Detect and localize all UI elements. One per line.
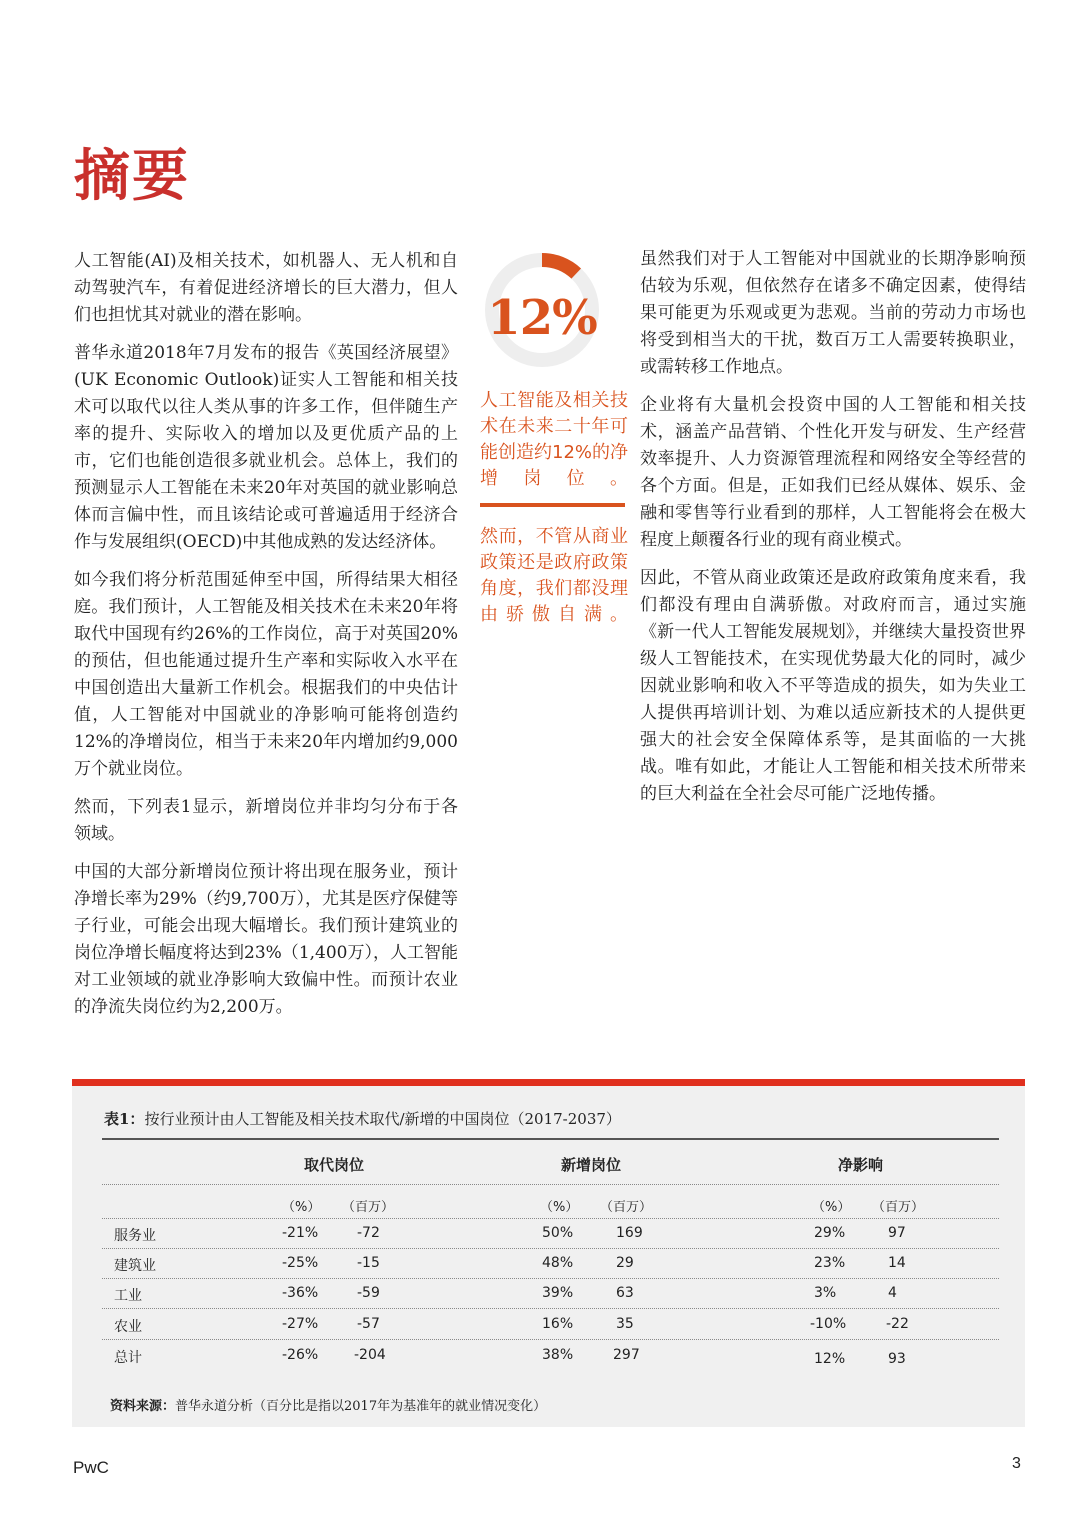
row-label: 农业	[114, 1319, 142, 1335]
unit-header: （%）	[812, 1200, 851, 1215]
source-text: 普华永道分析（百分比是指以2017年为基准年的就业情况变化）	[175, 1399, 547, 1414]
row-label: 建筑业	[114, 1258, 156, 1274]
paragraph: 中国的大部分新增岗位预计将出现在服务业，预计净增长率为29%（约9,700万），尤其是医疗保健等子行业，可能会出现大幅增长。我们预计建筑业的岗位净增长幅度将达到23%（1,400万），人工智能对工业领域的就业净影响大致偏中性。而预计农业的净流失岗位约为2,200万。	[74, 862, 458, 1017]
paragraph: 然而，下列表1显示，新增岗位并非均匀分布于各领域。	[74, 797, 458, 844]
table-cell: 3%	[814, 1285, 837, 1301]
table-cell: 39%	[542, 1285, 574, 1301]
table-top-rule	[102, 1138, 999, 1140]
table-cell: -10%	[810, 1316, 847, 1332]
table-rule	[102, 1339, 999, 1340]
footer-brand: PwC	[73, 1458, 109, 1477]
page-number: 3	[1012, 1455, 1021, 1472]
table-rule	[102, 1278, 999, 1279]
table-cell: 35	[616, 1316, 634, 1332]
donut-arc	[542, 260, 576, 274]
column-group-header: 净影响	[838, 1156, 884, 1174]
source-label: 资料来源：	[110, 1399, 176, 1414]
table-cell: 169	[616, 1225, 643, 1241]
table-cell: 297	[613, 1347, 640, 1363]
table-source	[110, 1395, 546, 1414]
stat-text: 人工智能及相关技术在未来二十年可能创造约12%的净增岗位。	[480, 390, 629, 489]
table-cell: -59	[357, 1285, 380, 1301]
unit-header: （百万）	[342, 1200, 395, 1215]
sidebar-divider	[480, 503, 625, 507]
paragraph: 如今我们将分析范围延伸至中国，所得结果大相径庭。我们预计，人工智能及相关技术在未来20年将取代中国现有约26%的工作岗位，高于对英国20%的预估，但也能通过提升生产率和实际收入水平在中国创造出大量新工作机会。根据我们的中央估计值，人工智能对中国就业的净影响可能将创造约12%的净增岗位，相当于未来20年内增加约9,000万个就业岗位。	[74, 570, 458, 779]
table-cell: 29	[616, 1255, 634, 1271]
table-rule	[102, 1308, 999, 1309]
table-cell: 97	[888, 1225, 906, 1241]
table-cell: 16%	[542, 1316, 574, 1332]
table-cell: -72	[357, 1225, 380, 1241]
paragraph: 因此，不管从商业政策还是政府政策角度来看，我们都没有理由自满骄傲。对政府而言，通过实施《新一代人工智能发展规划》，并继续大量投资世界级人工智能技术，在实现优势最大化的同时，减少因就业影响和收入不平等造成的损失，如为失业工人提供再培训计划、为难以适应新技术的人提供更强大的社会安全保障体系等，是其面临的一大挑战。唯有如此，才能让人工智能和相关技术所带来的巨大利益在全社会尽可能广泛地传播。	[640, 568, 1026, 804]
table-cell: 38%	[542, 1347, 574, 1363]
table-cell: 29%	[814, 1225, 846, 1241]
row-label: 服务业	[114, 1228, 156, 1244]
table-cell: 93	[888, 1351, 906, 1367]
table-cell: -25%	[282, 1255, 319, 1271]
pull-quote: 然而，不管从商业政策还是政府政策角度，我们都没理由骄傲自满。	[480, 526, 628, 625]
right-column	[640, 246, 1026, 819]
table-cell: -27%	[282, 1316, 319, 1332]
row-label: 总计	[114, 1350, 142, 1366]
table-cell: 23%	[814, 1255, 846, 1271]
table-caption-text: 按行业预计由人工智能及相关技术取代/新增的中国岗位（2017-2037）	[144, 1110, 621, 1128]
table-cell: 50%	[542, 1225, 574, 1241]
table-panel	[72, 1079, 1025, 1427]
column-group-header: 新增岗位	[561, 1156, 622, 1174]
table-caption	[104, 1108, 621, 1129]
row-label: 工业	[114, 1288, 142, 1304]
left-column	[74, 248, 458, 1032]
table-cell: -57	[357, 1316, 380, 1332]
big-stat: 12%	[487, 290, 597, 346]
paragraph: 人工智能(AI)及相关技术，如机器人、无人机和自动驾驶汽车，有着促进经济增长的巨大潜力，但人们也担忧其对就业的潜在影响。	[74, 251, 458, 325]
table-rule	[102, 1184, 999, 1185]
table-cell: 63	[616, 1285, 634, 1301]
paragraph: 虽然我们对于人工智能对中国就业的长期净影响预估较为乐观，但依然存在诸多不确定因素，使得结果可能更为乐观或更为悲观。当前的劳动力市场也将受到相当大的干扰，数百万工人需要转换职业，或需转移工作地点。	[640, 249, 1026, 377]
table-cell: -15	[357, 1255, 380, 1271]
table-cell: 4	[888, 1285, 897, 1301]
table-cell: 48%	[542, 1255, 574, 1271]
table-cell: 12%	[814, 1351, 846, 1367]
table-cell: 14	[888, 1255, 906, 1271]
paragraph: 普华永道2018年7月发布的报告《英国经济展望》(UK Economic Outlook)证实人工智能和相关技术可以取代以往人类从事的许多工作，但伴随生产率的提升、实际收入的增加以及更优质产品的上市，它们也能创造很多就业机会。总体上，我们的预测显示人工智能在未来20年对英国的就业影响总体而言偏中性，而且该结论或可普遍适用于经济合作与发展组织(OECD)中其他成熟的发达经济体。	[74, 343, 458, 552]
paragraph: 企业将有大量机会投资中国的人工智能和相关技术，涵盖产品营销、个性化开发与研发、生产经营效率提升、人力资源管理流程和网络安全等经营的各个方面。但是，正如我们已经从媒体、娱乐、金融和零售等行业看到的那样，人工智能将会在极大程度上颠覆各行业的现有商业模式。	[640, 395, 1026, 550]
table-cell: -36%	[282, 1285, 319, 1301]
page-title: 摘要	[74, 143, 190, 209]
table-cell: -26%	[282, 1347, 319, 1363]
unit-header: （百万）	[872, 1200, 925, 1215]
table-cell: -21%	[282, 1225, 319, 1241]
table-rule	[102, 1248, 999, 1249]
table-caption-label: 表1：	[104, 1110, 145, 1128]
unit-header: （%）	[282, 1200, 321, 1215]
table-cell: -204	[354, 1347, 386, 1363]
table-rule	[102, 1218, 999, 1219]
unit-header: （%）	[540, 1200, 579, 1215]
table-cell: -22	[886, 1316, 909, 1332]
column-group-header: 取代岗位	[304, 1156, 365, 1174]
unit-header: （百万）	[600, 1200, 653, 1215]
